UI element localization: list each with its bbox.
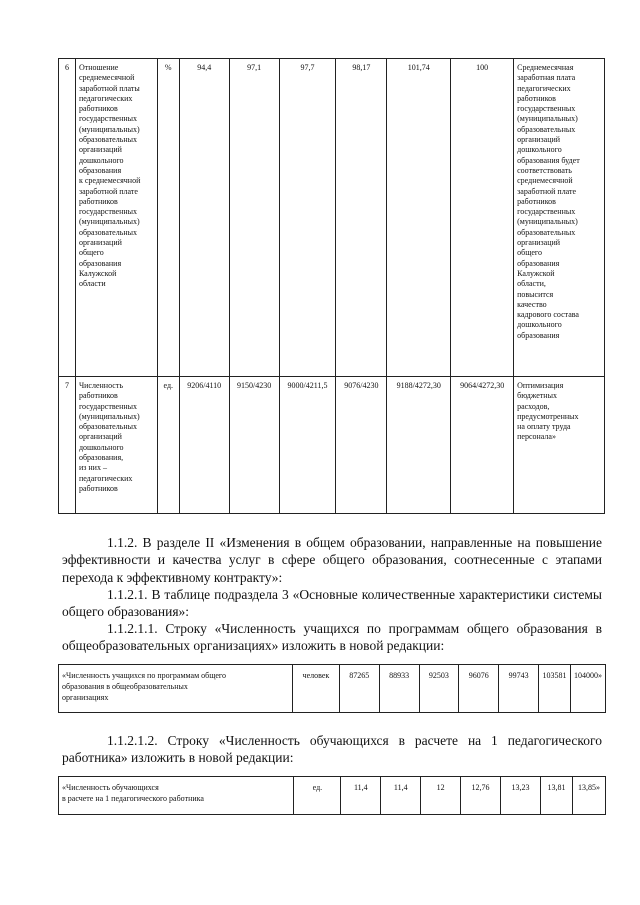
result-description: Среднемесячная заработная плата педагогических работников государственных (муниципальных) образовательных организаций дошкольного образования будет соответствовать среднемесячной заработной плате работников государственных (муниципальных) образовательных организаций общего образования Калужской области, повысится качество кадрового состава дошкольного образования	[514, 59, 605, 377]
table-row	[59, 777, 606, 815]
row-number: 7	[59, 377, 76, 514]
indicator-name: «Численность обучающихся в расчете на 1 педагогического работника	[59, 777, 294, 815]
value-cell: 99743	[499, 665, 539, 713]
value-cell: 101,74	[387, 59, 451, 377]
unit: ед.	[157, 377, 179, 514]
value-cell: 13,81	[540, 777, 572, 815]
paragraph-1-1-2: 1.1.2. В разделе II «Изменения в общем образовании, направленные на повышение эффективности и качества услуг в сфере общего образования, соотнесенные с этапами перехода к эффективному контракту»:	[62, 535, 602, 585]
value-cell: 92503	[419, 665, 459, 713]
value-cell: 9064/4272,30	[451, 377, 514, 514]
ratio-row-table	[58, 776, 606, 815]
value-cell: 97,1	[229, 59, 279, 377]
value-cell: 87265	[339, 665, 379, 713]
value-cell: 97,7	[279, 59, 336, 377]
indicator-name: Численность работников государственных (муниципальных) образовательных организаций дошкольного образования, из них – педагогических работников	[75, 377, 157, 514]
result-description: Оптимизация бюджетных расходов, предусмотренных на оплату труда персонала»	[514, 377, 605, 514]
value-cell: 103581	[538, 665, 570, 713]
value-cell: 9150/4230	[229, 377, 279, 514]
value-cell: 13,23	[501, 777, 541, 815]
value-cell: 9000/4211,5	[279, 377, 336, 514]
unit: %	[157, 59, 179, 377]
indicator-name: «Численность учащихся по программам общего образования в общеобразовательных организациях	[59, 665, 293, 713]
value-cell: 94,4	[179, 59, 229, 377]
paragraph-1-1-2-1-2: 1.1.2.1.2. Строку «Численность обучающихся в расчете на 1 педагогического работника» изложить в новой редакции:	[62, 733, 602, 766]
value-cell: 9076/4230	[336, 377, 387, 514]
value-cell: 13,85»	[572, 777, 605, 815]
value-cell: 104000»	[570, 665, 605, 713]
value-cell: 100	[451, 59, 514, 377]
students-row-table	[58, 664, 606, 713]
value-cell: 12,76	[461, 777, 501, 815]
value-cell: 96076	[459, 665, 499, 713]
unit: ед.	[294, 777, 341, 815]
value-cell: 9206/4110	[179, 377, 229, 514]
value-cell: 11,4	[381, 777, 421, 815]
value-cell: 12	[421, 777, 461, 815]
paragraph-1-1-2-1-1: 1.1.2.1.1. Строку «Численность учащихся по программам общего образования в общеобразовательных организациях» изложить в новой редакции:	[62, 621, 602, 654]
value-cell: 9188/4272,30	[387, 377, 451, 514]
unit: человек	[293, 665, 340, 713]
indicator-name: Отношение среднемесячной заработной платы педагогических работников государственных (муниципальных) образовательных организаций дошкольного образования к среднемесячной заработной плате работников государственных (муниципальных) образовательных организаций общего образования Калужской области	[75, 59, 157, 377]
indicators-table	[58, 58, 605, 514]
table-row	[59, 665, 606, 713]
paragraph-1-1-2-1: 1.1.2.1. В таблице подраздела 3 «Основные количественные характеристики системы общего образования»:	[62, 587, 602, 620]
value-cell: 98,17	[336, 59, 387, 377]
value-cell: 11,4	[341, 777, 381, 815]
table-row	[59, 377, 605, 514]
value-cell: 88933	[379, 665, 419, 713]
table-row	[59, 59, 605, 377]
row-number: 6	[59, 59, 76, 377]
